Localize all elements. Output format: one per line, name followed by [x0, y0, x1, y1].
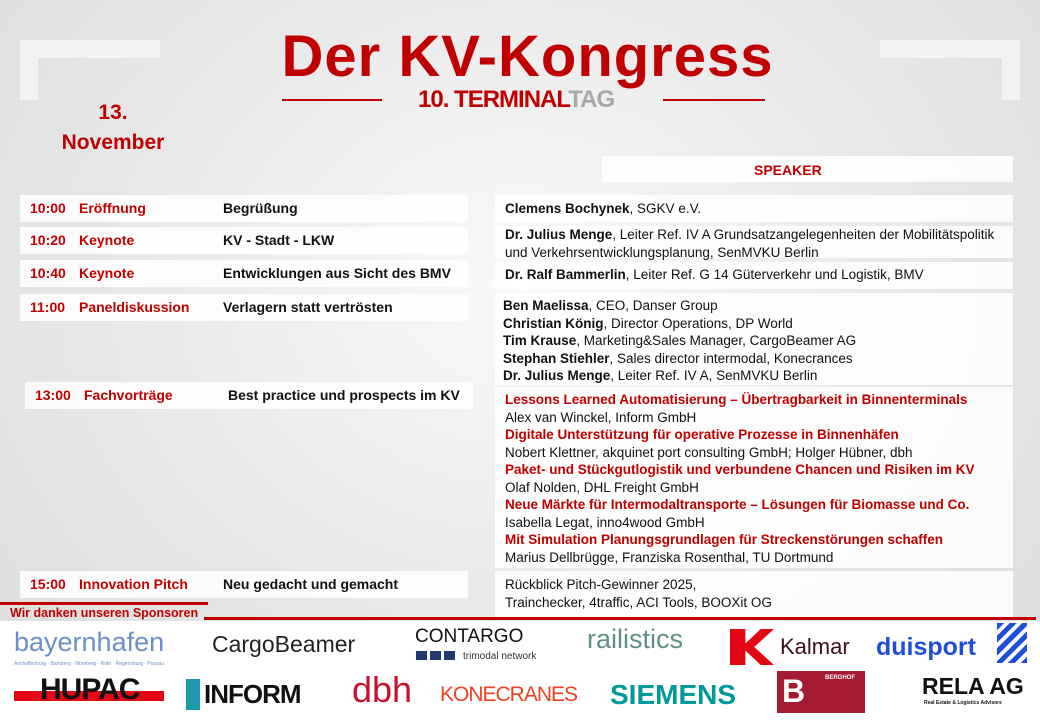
agenda-row	[20, 294, 468, 321]
sponsor-label: Wir danken unseren Sponsoren	[10, 606, 199, 620]
time: 10:00	[30, 200, 66, 216]
panel-speaker	[503, 350, 1003, 368]
time: 11:00	[30, 299, 66, 315]
panel-speakers	[495, 293, 1013, 385]
panel-speaker	[503, 315, 1003, 333]
logo-siemens: SIEMENS	[610, 679, 737, 710]
talk-speaker: Nobert Klettner, akquinet port consulting GmbH; Holger Hübner, dbh	[505, 444, 913, 460]
speaker-header: SPEAKER	[602, 156, 1013, 182]
session-type: Eröffnung	[79, 200, 146, 216]
speaker-name: Clemens Bochynek	[505, 201, 630, 216]
talks-box	[495, 387, 1013, 568]
divider	[204, 617, 1036, 620]
talk-speaker: Olaf Nolden, DHL Freight GmbH	[505, 479, 699, 495]
time: 15:00	[30, 576, 66, 592]
session-type: Keynote	[79, 232, 135, 248]
talk-speaker: Isabella Legat, inno4wood GmbH	[505, 514, 705, 530]
divider	[663, 99, 765, 101]
speaker-role: , Sales director intermodal, Konecrances	[609, 350, 853, 366]
session-type: Paneldiskussion	[79, 299, 190, 315]
agenda-row	[20, 195, 468, 222]
date-day: 13.	[98, 101, 128, 124]
topic: Entwicklungen aus Sicht des BMV	[223, 265, 451, 281]
agenda-row	[20, 571, 468, 598]
pitch-box	[495, 571, 1013, 617]
divider	[0, 602, 208, 605]
duisport-stripes-icon	[997, 623, 1027, 663]
speaker-name: Dr. Julius Menge	[505, 227, 613, 242]
sponsor-logos	[0, 621, 1040, 720]
logo-konecranes: KONECRANES	[440, 683, 578, 706]
logo-duisport: duisport	[876, 633, 976, 661]
talk-speaker: Marius Dellbrügge, Franziska Rosenthal, TU Dortmund	[505, 549, 834, 565]
logo-rela-sub: Real Estate & Logistics Advisors	[924, 700, 1002, 706]
logo-kalmar: Kalmar	[780, 634, 850, 659]
subtitle-grey: TAG	[568, 86, 615, 113]
logo-railistics: railistics	[587, 624, 684, 654]
decor-corner-left	[20, 40, 160, 100]
agenda-row	[25, 382, 473, 409]
topic: Neu gedacht und gemacht	[223, 576, 399, 592]
time: 13:00	[35, 387, 71, 403]
talk-title: Mit Simulation Planungsgrundlagen für Streckenstörungen schaffen	[505, 532, 944, 547]
logo-rela: RELA AG	[922, 673, 1024, 699]
time: 10:40	[30, 265, 66, 281]
berghof-b: B	[782, 673, 806, 709]
logo-contargo-sub: trimodal network	[463, 651, 537, 662]
speaker-box	[495, 226, 1013, 258]
subtitle-red: 10. TERMINAL	[418, 86, 569, 113]
decor-corner-right	[880, 40, 1020, 100]
agenda-row	[20, 227, 468, 254]
speaker-name: Dr. Ralf Bammerlin	[505, 267, 626, 282]
logo-contargo: CONTARGO	[415, 626, 524, 647]
logo-bayernhafen-sub: Aschaffenburg · Bamberg · Nürnberg · Roth · Regensburg · Passau	[14, 661, 164, 667]
agenda-row	[20, 260, 468, 287]
event-title: Der KV-Kongress	[281, 24, 774, 89]
logo-hupac: HUPAC	[40, 673, 140, 706]
talk-title: Lessons Learned Automatisierung – Übertragbarkeit in Binnenterminals	[505, 392, 968, 407]
talk-speaker: Alex van Winckel, Inform GmbH	[505, 409, 697, 425]
speaker-role: , Leiter Ref. IV A, SenMVKU Berlin	[610, 368, 818, 383]
divider	[282, 99, 382, 101]
berghof-text: BERGHOF	[825, 675, 855, 681]
speaker-name: Stephan Stiehler	[503, 350, 610, 366]
event-subtitle	[418, 86, 614, 114]
speaker-name: Tim Krause	[503, 333, 577, 348]
topic: Best practice und prospects im KV	[228, 387, 460, 403]
date-month: November	[61, 131, 165, 154]
speaker-role: , Director Operations, DP World	[603, 315, 793, 331]
speaker-role: , CEO, Danser Group	[588, 298, 718, 313]
logo-inform: INFORM	[186, 679, 301, 710]
topic: KV - Stadt - LKW	[223, 232, 335, 248]
talk-title: Paket- und Stückgutlogistik und verbundene Chancen und Risiken im KV	[505, 462, 975, 477]
speaker-role: , Marketing&Sales Manager, CargoBeamer AG	[576, 333, 857, 348]
kalmar-k-icon	[730, 629, 774, 665]
logo-dbh: dbh	[352, 669, 413, 710]
session-type: Innovation Pitch	[79, 576, 188, 592]
speaker-name: Christian König	[503, 315, 604, 331]
panel-speaker	[503, 332, 1003, 350]
time: 10:20	[30, 232, 66, 248]
logo-cargobeamer: CargoBeamer	[212, 631, 356, 657]
session-type: Keynote	[79, 265, 135, 281]
speaker-box	[495, 195, 1013, 222]
event-date	[54, 98, 172, 158]
session-type: Fachvorträge	[84, 387, 173, 403]
speaker-name: Dr. Julius Menge	[503, 368, 611, 383]
topic: Verlagern statt vertrösten	[223, 299, 393, 315]
topic: Begrüßung	[223, 200, 298, 216]
speaker-role: , Leiter Ref. IV A Grundsatzangelegenheiten der Mobilitätspolitik und Verkehrsentwicklungsplanung, SenMVKU Berlin	[505, 227, 995, 260]
speaker-name: Ben Maelissa	[503, 298, 589, 313]
logo-bayernhafen: bayernhafen	[14, 627, 165, 657]
speaker-role: , Leiter Ref. G 14 Güterverkehr und Logistik, BMV	[625, 267, 924, 282]
talk-title: Neue Märkte für Intermodaltransporte – Lösungen für Biomasse und Co.	[505, 497, 970, 512]
panel-speaker	[503, 297, 1003, 315]
logo-berghof	[777, 671, 865, 713]
pitch-line: Trainchecker, 4traffic, ACI Tools, BOOXit OG	[505, 594, 772, 610]
panel-speaker	[503, 367, 1003, 385]
contargo-squares	[416, 651, 456, 660]
pitch-line: Rückblick Pitch-Gewinner 2025,	[505, 577, 697, 592]
talk-title: Digitale Unterstützung für operative Prozesse in Binnenhäfen	[505, 427, 899, 442]
speaker-box	[495, 262, 1013, 289]
speaker-role: , SGKV e.V.	[629, 201, 702, 216]
